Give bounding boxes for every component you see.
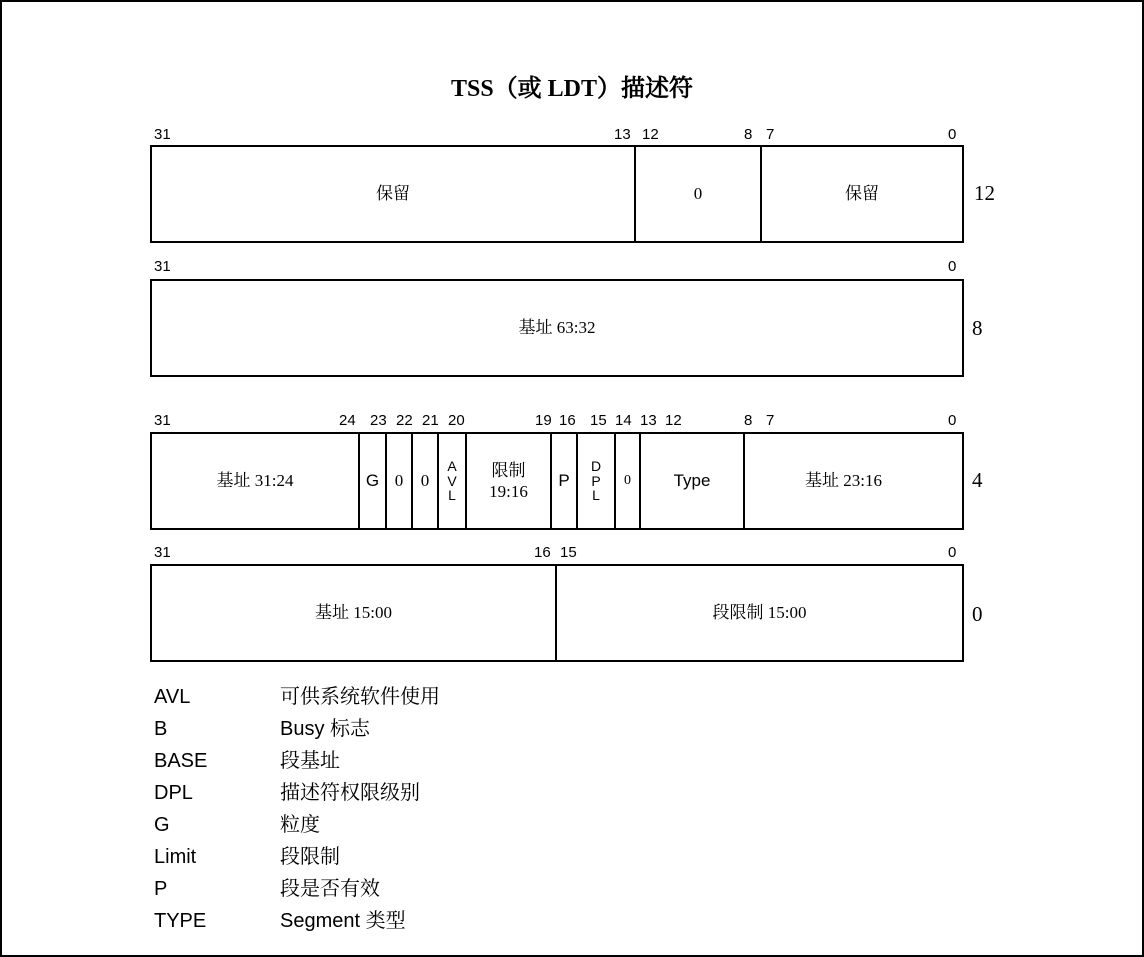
legend-description: 段是否有效 (280, 878, 380, 900)
descriptor-row-4 (150, 432, 964, 530)
field-zero-21: 0 (413, 434, 439, 528)
legend-item (154, 712, 440, 744)
bit-label: 8 (744, 126, 753, 143)
field-zero: 0 (636, 147, 762, 241)
legend-description: Busy 标志 (280, 718, 371, 740)
field-limit-19-16: 限制 19:16 (467, 434, 552, 528)
bit-label: 0 (948, 544, 957, 561)
bit-label: 15 (560, 544, 577, 561)
bit-label: 12 (665, 412, 682, 429)
bit-label: 0 (948, 258, 957, 275)
legend-description: 段限制 (280, 846, 340, 868)
legend-item (154, 904, 440, 936)
legend-term: DPL (154, 782, 193, 804)
field-zero-22: 0 (387, 434, 413, 528)
field-type: Type (641, 434, 745, 528)
descriptor-row-12 (150, 145, 964, 243)
bit-label: 31 (154, 412, 171, 429)
bit-label: 12 (642, 126, 659, 143)
bit-label: 7 (766, 126, 775, 143)
bit-label: 0 (948, 126, 957, 143)
legend-term: B (154, 718, 168, 740)
legend-term: AVL (154, 686, 191, 708)
bit-label: 14 (615, 412, 632, 429)
field-seg-limit-15-00: 段限制 15:00 (712, 603, 807, 623)
bit-label: 21 (422, 412, 439, 429)
field-base-31-24: 基址 31:24 (152, 434, 360, 528)
legend-item (154, 840, 440, 872)
bit-label: 31 (154, 258, 171, 275)
legend-description: 粒度 (280, 814, 320, 836)
offset-label: 12 (974, 181, 995, 205)
bit-label: 19 (535, 412, 552, 429)
legend-item (154, 776, 440, 808)
descriptor-row-0 (150, 564, 964, 662)
legend-term: G (154, 814, 170, 836)
field-g: G (360, 434, 387, 528)
bit-label: 13 (640, 412, 657, 429)
offset-label: 0 (972, 602, 983, 626)
legend-term: P (154, 878, 168, 900)
bit-label: 13 (614, 126, 631, 143)
field-reserved-hi: 保留 (152, 147, 636, 241)
bit-label: 31 (154, 544, 171, 561)
field-reserved-lo: 保留 (845, 184, 879, 204)
field-p: P (552, 434, 578, 528)
page-title: TSS（或 LDT）描述符 (450, 76, 694, 102)
descriptor-row-8 (150, 279, 964, 377)
field-dpl: D P L (578, 434, 616, 528)
legend-description: 段基址 (280, 750, 340, 772)
bit-label: 31 (154, 126, 171, 143)
legend-description: 描述符权限级别 (280, 782, 420, 804)
bit-label: 24 (339, 412, 356, 429)
legend-description: Segment 类型 (280, 910, 406, 932)
bit-label: 0 (948, 412, 957, 429)
legend-item (154, 808, 440, 840)
bit-label: 16 (559, 412, 576, 429)
field-base-23-16: 基址 23:16 (805, 471, 882, 491)
legend-term: BASE (154, 750, 208, 772)
offset-label: 4 (972, 468, 983, 492)
legend-term: TYPE (154, 910, 207, 932)
field-zero-12: 0 (616, 434, 641, 528)
bit-label: 15 (590, 412, 607, 429)
bit-label: 8 (744, 412, 753, 429)
bit-label: 23 (370, 412, 387, 429)
bit-label: 22 (396, 412, 413, 429)
bit-label: 16 (534, 544, 551, 561)
legend-item (154, 872, 440, 904)
legend-item (154, 680, 440, 712)
legend-item (154, 744, 440, 776)
legend (154, 680, 440, 936)
offset-label: 8 (972, 316, 983, 340)
legend-term: Limit (154, 846, 197, 868)
bit-label: 7 (766, 412, 775, 429)
field-avl: A V L (439, 434, 467, 528)
bit-label: 20 (448, 412, 465, 429)
field-base-15-00: 基址 15:00 (152, 566, 557, 660)
field-base-63-32: 基址 63:32 (518, 318, 596, 338)
legend-description: 可供系统软件使用 (280, 686, 440, 708)
